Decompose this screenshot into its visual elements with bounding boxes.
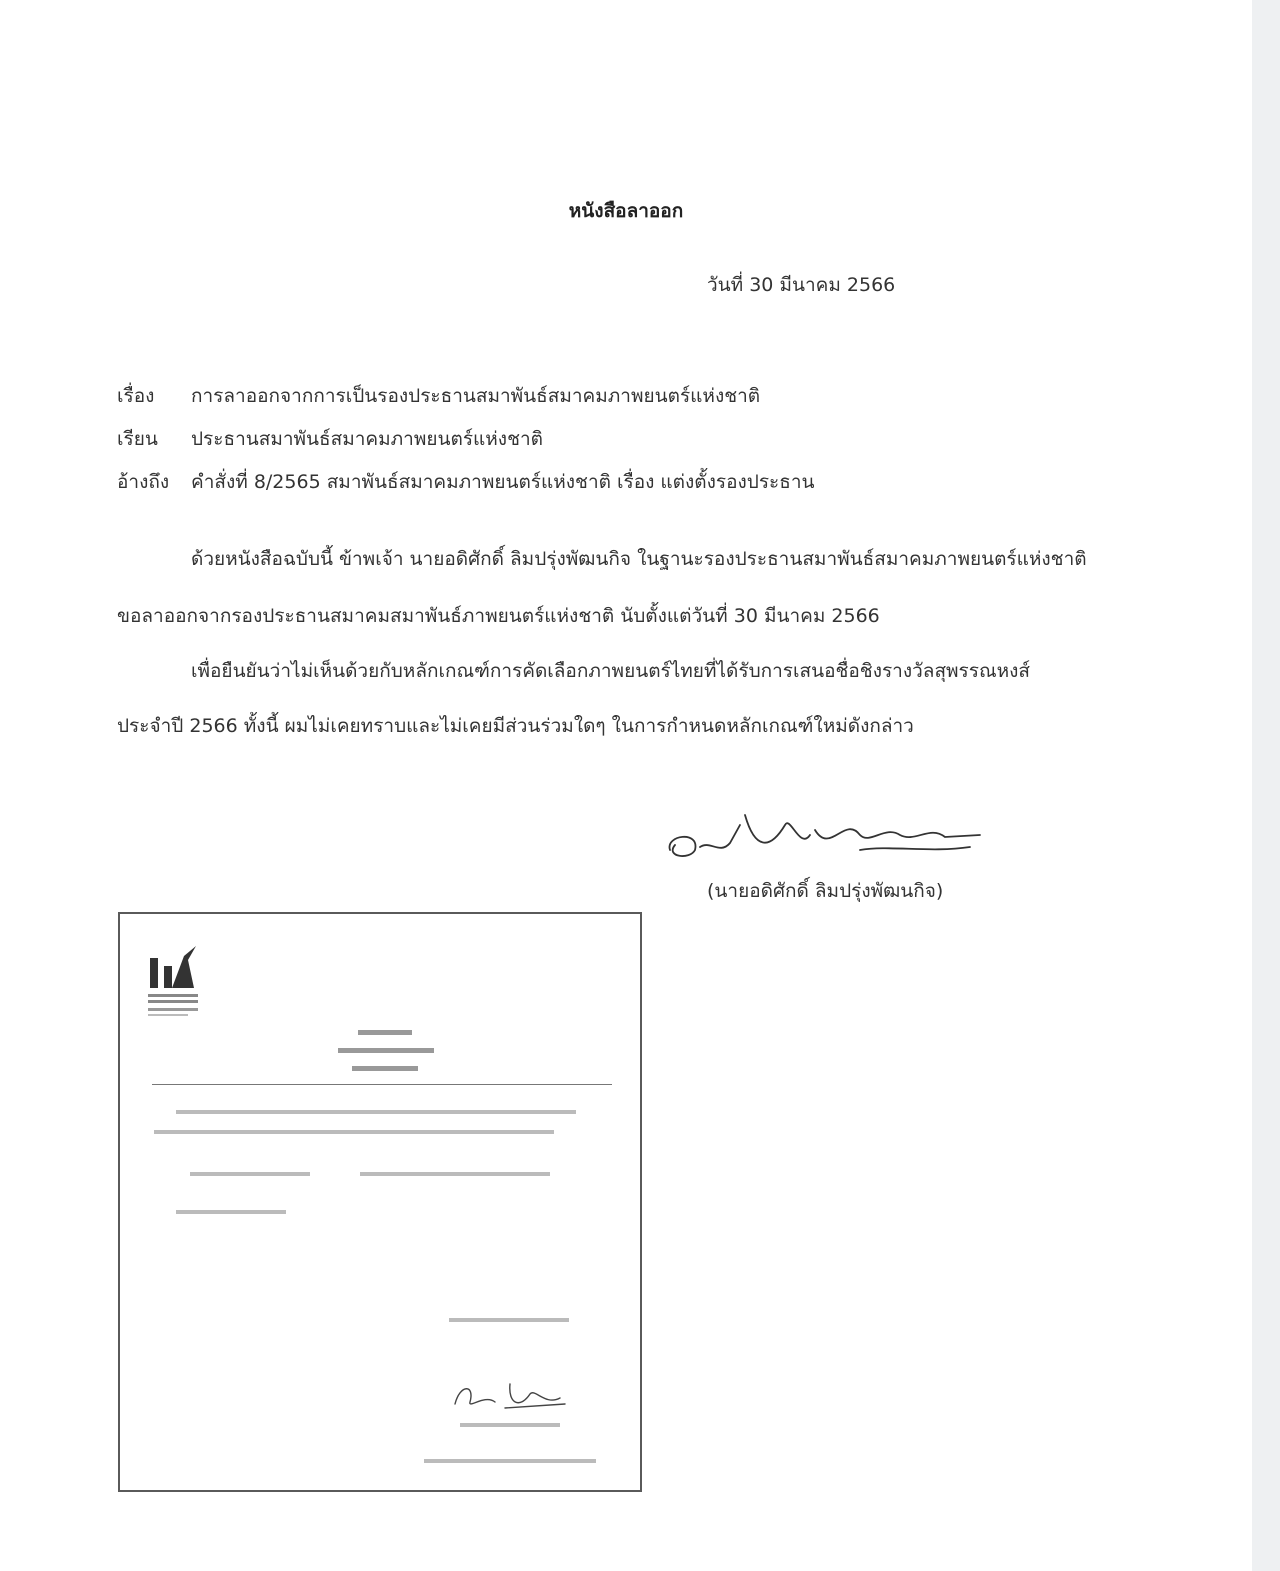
subject-label: เรื่อง	[117, 385, 155, 407]
addressee-value: ประธานสมาพันธ์สมาคมภาพยนตร์แห่งชาติ	[191, 428, 543, 450]
body-line-1: ด้วยหนังสือฉบับนี้ ข้าพเจ้า นายอดิศักดิ์ ลิมปรุ่งพัฒนกิจ ในฐานะรองประธานสมาพันธ์สมาคมภาพยนตร์แห่งชาติ	[191, 548, 1087, 570]
addressee-row	[117, 424, 543, 454]
order-body-blur	[150, 1104, 620, 1224]
reference-row	[117, 467, 815, 497]
order-signatory-blur	[420, 1419, 600, 1469]
federation-logo	[144, 938, 204, 1026]
body-line-3: เพื่อยืนยันว่าไม่เห็นด้วยกับหลักเกณฑ์การคัดเลือกภาพยนตร์ไทยที่ได้รับการเสนอชื่อชิงรางวัลสุพรรณหงส์	[191, 660, 1030, 682]
president-signature	[450, 1374, 570, 1414]
letter-title: หนังสือลาออก	[568, 200, 684, 222]
body-line-4: ประจำปี 2566 ทั้งนี้ ผมไม่เคยทราบและไม่เคยมีส่วนร่วมใดๆ ในการกำหนดหลักเกณฑ์ใหม่ดังกล่าว	[117, 715, 914, 737]
attached-order-document	[118, 912, 642, 1492]
subject-row	[117, 381, 760, 411]
subject-value: การลาออกจากการเป็นรองประธานสมาพันธ์สมาคมภาพยนตร์แห่งชาติ	[191, 385, 761, 407]
body-line-2: ขอลาออกจากรองประธานสมาคมสมาพันธ์ภาพยนตร์แห่งชาติ นับตั้งแต่วันที่ 30 มีนาคม 2566	[117, 605, 880, 627]
addressee-label: เรียน	[117, 428, 158, 450]
handwritten-signature	[660, 795, 990, 875]
signature-name: (นายอดิศักดิ์ ลิมปรุ่งพัฒนกิจ)	[707, 880, 944, 902]
order-divider	[152, 1084, 612, 1085]
page-gutter	[1252, 0, 1280, 1571]
letter-date: วันที่ 30 มีนาคม 2566	[707, 274, 896, 296]
reference-label: อ้างถึง	[117, 471, 170, 493]
order-heading-blur	[330, 1024, 440, 1084]
order-date-blur	[445, 1314, 575, 1326]
reference-value: คำสั่งที่ 8/2565 สมาพันธ์สมาคมภาพยนตร์แห่งชาติ เรื่อง แต่งตั้งรองประธาน	[191, 471, 815, 493]
